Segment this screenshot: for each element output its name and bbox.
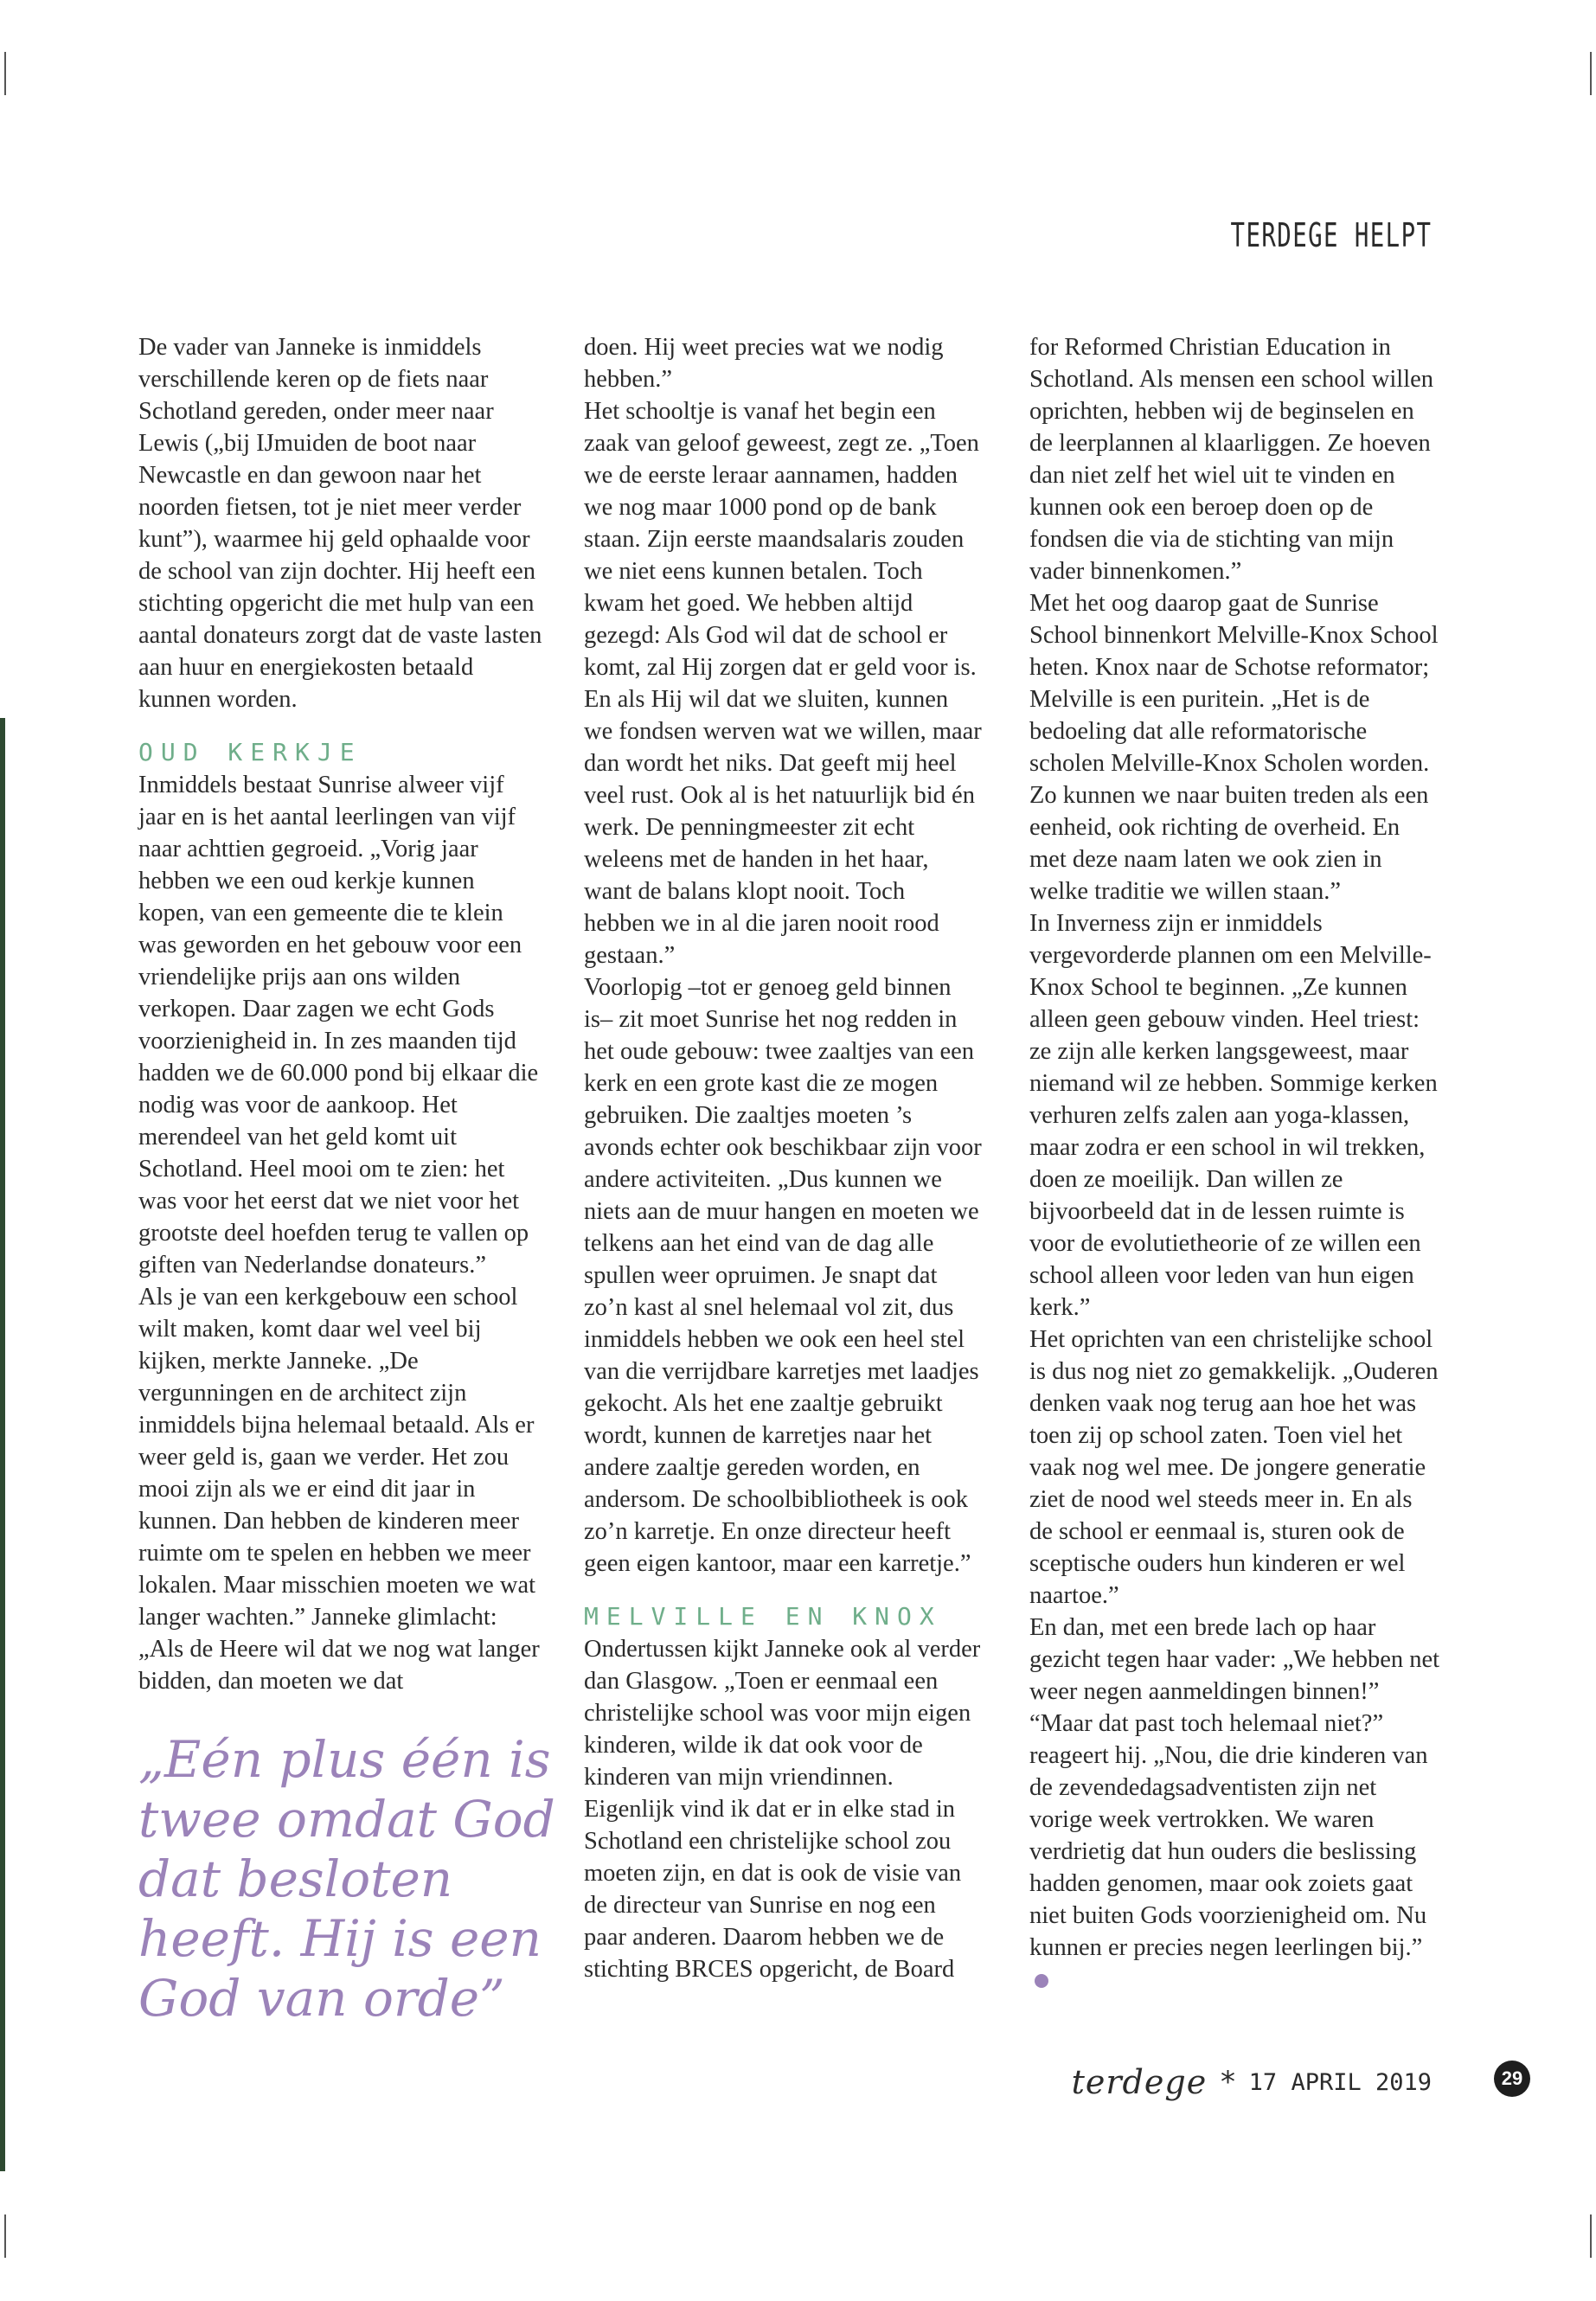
paragraph: Als je van een kerkgebouw een school wilt maken, komt daar wel veel bij kijken, merkte Janneke. „De vergunningen en de architect zijn inmiddels bijna helemaal betaald. Als er weer geld is, gaan we verder. Het zou mooi zijn als we er eind dit jaar in kunnen. Dan hebben de kinderen meer ruimte om te spelen en hebben we meer lokalen. Maar misschien moeten we wat langer wachten.” Janneke glimlacht: „Als de Heere wil dat we nog wat langer bidden, dan moeten we dat	[138, 1284, 540, 1695]
page-edge-strip	[0, 718, 5, 2171]
issue-date: 17 APRIL 2019	[1248, 2068, 1432, 2096]
paragraph: Met het oog daarop gaat de Sunrise School binnenkort Melville-Knox School heten. Knox naar de Schotse reformator; Melville is een puritein. „Het is de bedoeling dat alle reformatorische scholen Melville-Knox Scholen worden. Zo kunnen we naar buiten treden als een eenheid, ook richting de overheid. En met deze naam laten we ook zien in welke traditie we willen staan.”	[1029, 590, 1439, 905]
paragraph: De vader van Janneke is inmiddels verschillende keren op de fiets naar Schotland gereden, onder meer naar Lewis („bij IJmuiden de boot naar Newcastle en dan gewoon naar het noorden fietsen, tot je niet meer verder kunt”), waarmee hij geld ophaalde voor de school van zijn dochter. Hij heeft een stichting opgericht die met hulp van een aantal donateurs zorgt dat de vaste lasten aan huur en energiekosten betaald kunnen worden.	[138, 334, 542, 713]
crop-mark-bottom-left	[4, 2214, 6, 2258]
end-bullet-icon	[1035, 1974, 1048, 1988]
paragraph: Voorlopig –tot er genoeg geld binnen is– zit moet Sunrise het nog redden in het oude gebouw: twee zaaltjes van een kerk en een grote kast die ze mogen gebruiken. Die zaaltjes moeten ’s avonds echter ook beschikbaar zijn voor andere activiteiten. „Dus kunnen we niets aan de muur hangen en moeten we telkens aan het eind van de dag alle spullen weer opruimen. Je snapt dat zo’n kast al snel helemaal vol zit, dus inmiddels hebben we ook een heel stel van die verrijdbare karretjes met laadjes gekocht. Als het ene zaaltje gebruikt wordt, kunnen de karretjes naar het andere zaaltje gereden worden, en andersom. De schoolbibliotheek is ook zo’n karretje. En onze directeur heeft geen eigen kantoor, maar een karretje.”	[584, 974, 982, 1577]
paragraph: Het schooltje is vanaf het begin een zaak van geloof geweest, zegt ze. „Toen we de eerste leraar aannamen, hadden we nog maar 1000 pond op de bank staan. Zijn eerste maandsalaris zouden we niet eens kunnen betalen. Toch kwam het goed. We hebben altijd gezegd: Als God wil dat de school er komt, zal Hij zorgen dat er geld voor is. En als Hij wil dat we sluiten, kunnen we fondsen werven wat we willen, maar dan wordt het niks. Dat geeft mij heel veel rust. Ook al is het natuurlijk bid én werk. De penningmeester zit echt weleens met de handen in het haar, want de balans klopt nooit. Toch hebben we in al die jaren nooit rood gestaan.”	[584, 398, 982, 969]
pull-quote: „Eén plus één is twee omdat God dat besloten heeft. Hij is een God van orde”	[138, 1730, 555, 2028]
article-column-2	[584, 331, 982, 1985]
paragraph: In Inverness zijn er inmiddels vergevorderde plannen om een Melville-Knox School te beginnen. „Ze kunnen alleen geen gebouw vinden. Heel triest: ze zijn alle kerken langsgeweest, maar niemand wil ze hebben. Sommige kerken verhuren zelfs zalen aan yoga-klassen, maar zodra er een school in wil trekken, doen ze moeilijk. Dan willen ze bijvoorbeeld dat in de lessen ruimte is voor de evolutietheorie of ze willen een school alleen voor leden van hun eigen kerk.”	[1029, 910, 1438, 1321]
magazine-logo: terdege	[1071, 2063, 1208, 2101]
section-title: TERDEGE HELPT	[1230, 216, 1432, 254]
crop-mark-bottom-right	[1590, 2214, 1592, 2258]
crop-mark-top-right	[1590, 52, 1592, 95]
page-footer	[1072, 2063, 1432, 2101]
subheading-oud-kerkje: OUD KERKJE	[138, 738, 362, 766]
paragraph: for Reformed Christian Education in Schotland. Als mensen een school willen oprichten, hebben wij de beginselen en de leerplannen al klaarliggen. Ze hoeven dan niet zelf het wiel uit te vinden en kunnen ook een beroep doen op de fondsen die via de stichting van mijn vader binnenkomen.”	[1029, 334, 1434, 585]
paragraph-final	[1029, 1612, 1440, 1996]
paragraph: Het oprichten van een christelijke school is dus nog niet zo gemakkelijk. „Ouderen denken vaak nog terug aan hoe het was toen zij op school zaten. Toen viel het vaak nog wel mee. De jongere generatie ziet de nood wel steeds meer in. En als de school er eenmaal is, sturen ook de sceptische ouders hun kinderen er wel naartoe.”	[1029, 1326, 1439, 1609]
article-column-1	[138, 331, 545, 1697]
article-column-3	[1029, 331, 1440, 1996]
paragraph: Inmiddels bestaat Sunrise alweer vijf jaar en is het aantal leerlingen van vijf naar achttien gegroeid. „Vorig jaar hebben we een oud kerkje kunnen kopen, van een gemeente die te klein was geworden en het gebouw voor een vriendelijke prijs aan ons wilden verkopen. Daar zagen we echt Gods voorzienigheid in. In zes maanden tijd hadden we de 60.000 pond bij elkaar die nodig was voor de aankoop. Het merendeel van het geld komt uit Schotland. Heel mooi om te zien: het was voor het eerst dat we niet voor het grootste deel hoefden terug te vallen op giften van Nederlandse donateurs.”	[138, 772, 539, 1279]
paragraph: Ondertussen kijkt Janneke ook al verder dan Glasgow. „Toen er eenmaal een christelijke school was voor mijn eigen kinderen, wilde ik dat ook voor de kinderen van mijn vriendinnen. Eigenlijk vind ik dat er in elke stad in Schotland een christelijke school zou moeten zijn, en dat is ook de visie van de directeur van Sunrise en nog een paar anderen. Daarom hebben we de stichting BRCES opgericht, de Board	[584, 1636, 981, 1983]
paragraph: doen. Hij weet precies wat we nodig hebben.”	[584, 334, 944, 393]
subheading-melville-en-knox: MELVILLE EN KNOX	[584, 1602, 942, 1631]
page-number-badge: 29	[1494, 2061, 1530, 2097]
final-paragraph-text: En dan, met een brede lach op haar gezicht tegen haar vader: „We hebben net weer negen aanmeldingen binnen!” “Maar dat past toch helemaal niet?” reageert hij. „Nou, die drie kinderen van de zevendedagsadventisten zijn net vorige week vertrokken. We waren verdrietig dat hun ouders die beslissing hadden genomen, maar ook zoiets gaat niet buiten Gods voorzienigheid om. Nu kunnen er precies negen leerlingen bij.”	[1029, 1614, 1440, 1961]
footer-separator: *	[1219, 2065, 1237, 2099]
crop-mark-top-left	[4, 52, 6, 95]
